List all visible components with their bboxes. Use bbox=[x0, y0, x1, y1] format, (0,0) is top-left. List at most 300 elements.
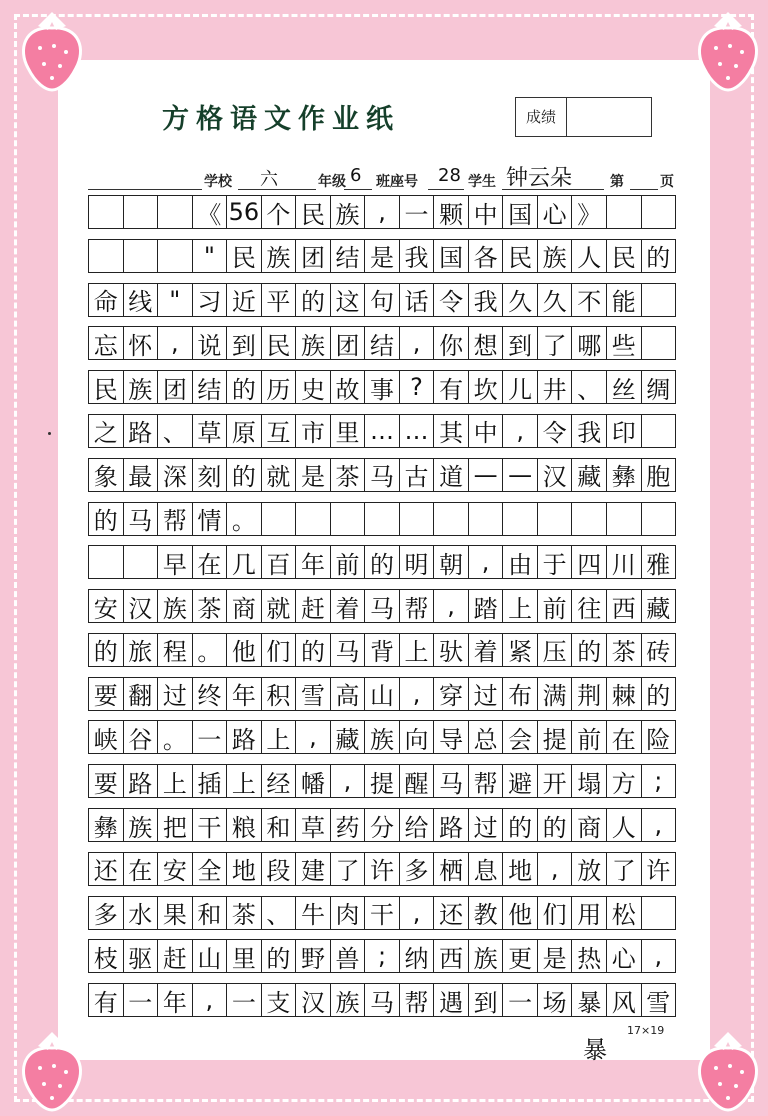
grid-cell[interactable]: 就 bbox=[262, 590, 297, 622]
grid-cell[interactable]: 族 bbox=[331, 984, 366, 1016]
class-value[interactable]: 28 bbox=[438, 165, 461, 186]
grid-cell[interactable]: 族 bbox=[124, 371, 159, 403]
grid-cell[interactable]: 高 bbox=[331, 678, 366, 710]
grid-cell[interactable]: 的 bbox=[572, 634, 607, 666]
grid-cell[interactable]: 上 bbox=[503, 590, 538, 622]
grid-cell[interactable]: 帮 bbox=[469, 765, 504, 797]
grid-cell[interactable]: 的 bbox=[503, 809, 538, 841]
grid-cell[interactable] bbox=[642, 503, 676, 535]
grid-cell[interactable]: 建 bbox=[296, 853, 331, 885]
grid-cell[interactable]: , bbox=[400, 897, 435, 929]
grid-cell[interactable]: 帮 bbox=[400, 984, 435, 1016]
grid-cell[interactable]: 民 bbox=[227, 240, 262, 272]
grid-cell[interactable]: 赶 bbox=[158, 940, 193, 972]
grid-cell[interactable]: 平 bbox=[262, 284, 297, 316]
grid-cell[interactable] bbox=[607, 196, 642, 228]
grid-cell[interactable]: 安 bbox=[89, 590, 124, 622]
grid-cell[interactable]: 》 bbox=[572, 196, 607, 228]
grid-cell[interactable]: 百 bbox=[262, 546, 297, 578]
grid-cell[interactable]: 马 bbox=[434, 765, 469, 797]
grid-cell[interactable]: 说 bbox=[193, 327, 228, 359]
grid-cell[interactable]: 塌 bbox=[572, 765, 607, 797]
grid-cell[interactable]: 导 bbox=[434, 721, 469, 753]
grid-cell[interactable]: 各 bbox=[469, 240, 504, 272]
grid-cell[interactable]: 胞 bbox=[646, 463, 671, 492]
grid-cell[interactable]: 儿 bbox=[503, 371, 538, 403]
grid-cell[interactable]: 是 bbox=[365, 240, 400, 272]
grid-cell[interactable]: 由 bbox=[503, 546, 538, 578]
grid-cell[interactable]: 马 bbox=[365, 459, 400, 491]
grid-cell[interactable]: 能 bbox=[607, 284, 642, 316]
grid-cell[interactable]: 一 bbox=[227, 984, 262, 1016]
grid-cell[interactable]: 族 bbox=[538, 240, 573, 272]
grid-cell[interactable]: 。 bbox=[158, 721, 193, 753]
grid-cell[interactable] bbox=[434, 503, 469, 535]
grid-cell[interactable]: 避 bbox=[503, 765, 538, 797]
grid-cell[interactable]: 的 bbox=[262, 940, 297, 972]
grid-cell[interactable]: 茶 bbox=[331, 459, 366, 491]
grid-cell[interactable]: 最 bbox=[124, 459, 159, 491]
grid-cell[interactable]: 上 bbox=[227, 765, 262, 797]
grid-cell[interactable]: 、 bbox=[572, 371, 607, 403]
grid-cell[interactable]: 上 bbox=[400, 634, 435, 666]
grid-cell[interactable] bbox=[642, 897, 676, 929]
grid-cell[interactable]: 久 bbox=[538, 284, 573, 316]
grid-cell[interactable]: 要 bbox=[89, 765, 124, 797]
grid-cell[interactable]: 驮 bbox=[434, 634, 469, 666]
grid-cell[interactable]: 背 bbox=[365, 634, 400, 666]
grid-cell[interactable]: 其 bbox=[434, 415, 469, 447]
grid-cell[interactable]: 事 bbox=[365, 371, 400, 403]
grid-cell[interactable]: 和 bbox=[262, 809, 297, 841]
grid-cell[interactable]: 在 bbox=[193, 546, 228, 578]
grid-cell[interactable]: 情 bbox=[193, 503, 228, 535]
grid-cell[interactable]: 。 bbox=[227, 503, 262, 535]
grid-cell[interactable]: 彝 bbox=[607, 459, 642, 491]
grid-cell[interactable]: 国 bbox=[503, 196, 538, 228]
grid-cell[interactable]: 把 bbox=[158, 809, 193, 841]
grid-cell[interactable]: 历 bbox=[262, 371, 297, 403]
grid-cell[interactable]: 水 bbox=[124, 897, 159, 929]
grid-cell[interactable]: 野 bbox=[296, 940, 331, 972]
grid-cell[interactable]: 前 bbox=[538, 590, 573, 622]
grid-cell[interactable]: 压 bbox=[538, 634, 573, 666]
grid-cell[interactable]: 路 bbox=[227, 721, 262, 753]
grid-cell[interactable] bbox=[642, 284, 676, 316]
grid-cell[interactable]: 人 bbox=[572, 240, 607, 272]
grid-cell[interactable]: 在 bbox=[124, 853, 159, 885]
grid-cell[interactable]: 提 bbox=[538, 721, 573, 753]
grid-cell[interactable]: 地 bbox=[227, 853, 262, 885]
grid-cell[interactable]: " bbox=[158, 284, 193, 316]
grid-cell[interactable] bbox=[296, 503, 331, 535]
grid-cell[interactable]: 峡 bbox=[89, 721, 124, 753]
grid-cell[interactable]: 久 bbox=[503, 284, 538, 316]
grid-cell[interactable]: 一 bbox=[400, 196, 435, 228]
grid-cell[interactable]: 藏 bbox=[331, 721, 366, 753]
grid-cell[interactable]: 棘 bbox=[607, 678, 642, 710]
grid-cell[interactable]: 段 bbox=[262, 853, 297, 885]
grid-cell[interactable]: 翻 bbox=[124, 678, 159, 710]
grid-cell[interactable]: 路 bbox=[434, 809, 469, 841]
grid-cell[interactable]: 驱 bbox=[124, 940, 159, 972]
grid-cell[interactable]: 是 bbox=[296, 459, 331, 491]
grid-cell[interactable]: 就 bbox=[262, 459, 297, 491]
grid-cell[interactable] bbox=[503, 503, 538, 535]
grid-cell[interactable]: 遇 bbox=[434, 984, 469, 1016]
grid-cell[interactable]: 着 bbox=[469, 634, 504, 666]
grid-cell[interactable]: 的 bbox=[89, 634, 124, 666]
grid-cell[interactable]: 之 bbox=[89, 415, 124, 447]
grid-cell[interactable]: 想 bbox=[469, 327, 504, 359]
student-value[interactable]: 钟云朵 bbox=[506, 166, 573, 191]
grid-cell[interactable]: 一 bbox=[503, 984, 538, 1016]
grid-cell[interactable]: 前 bbox=[331, 546, 366, 578]
grid-cell[interactable]: 草 bbox=[296, 809, 331, 841]
grid-cell[interactable]: 。 bbox=[193, 634, 228, 666]
grid-cell[interactable]: 汉 bbox=[124, 590, 159, 622]
grid-cell[interactable]: 雪 bbox=[296, 678, 331, 710]
grid-cell[interactable]: 过 bbox=[469, 809, 504, 841]
grid-cell[interactable]: 肉 bbox=[331, 897, 366, 929]
grid-cell[interactable]: 帮 bbox=[158, 503, 193, 535]
grid-cell[interactable]: 坎 bbox=[469, 371, 504, 403]
grid-cell[interactable]: 马 bbox=[331, 634, 366, 666]
grid-cell[interactable]: 丝 bbox=[607, 371, 642, 403]
grid-cell[interactable]: 族 bbox=[296, 327, 331, 359]
grid-cell[interactable] bbox=[642, 196, 676, 228]
grid-cell[interactable]: 市 bbox=[296, 415, 331, 447]
grid-cell[interactable]: 的 bbox=[296, 634, 331, 666]
grid-cell[interactable]: 路 bbox=[124, 765, 159, 797]
grid-cell[interactable]: 汉 bbox=[296, 984, 331, 1016]
grid-cell[interactable]: 要 bbox=[89, 678, 124, 710]
grid-cell[interactable]: 人 bbox=[607, 809, 642, 841]
grid-cell[interactable]: 史 bbox=[296, 371, 331, 403]
grid-cell[interactable]: 热 bbox=[572, 940, 607, 972]
grid-cell[interactable]: 往 bbox=[572, 590, 607, 622]
grid-cell[interactable]: 56 bbox=[227, 196, 262, 228]
grid-cell[interactable]: 明 bbox=[400, 546, 435, 578]
grid-cell[interactable] bbox=[331, 503, 366, 535]
grid-cell[interactable]: 习 bbox=[193, 284, 228, 316]
grid-cell[interactable]: 到 bbox=[503, 327, 538, 359]
grid-cell[interactable]: 茶 bbox=[193, 590, 228, 622]
grid-cell[interactable]: 颗 bbox=[434, 196, 469, 228]
grid-cell[interactable]: 牛 bbox=[296, 897, 331, 929]
grid-cell[interactable]: 、 bbox=[158, 415, 193, 447]
grid-cell[interactable] bbox=[642, 327, 676, 359]
grid-cell[interactable]: 话 bbox=[400, 284, 435, 316]
grid-cell[interactable]: 多 bbox=[400, 853, 435, 885]
grid-cell[interactable]: 马 bbox=[124, 503, 159, 535]
grid-cell[interactable]: 给 bbox=[400, 809, 435, 841]
grid-cell[interactable]: " bbox=[193, 240, 228, 272]
grid-cell[interactable]: 前 bbox=[572, 721, 607, 753]
grid-cell[interactable]: , bbox=[400, 327, 435, 359]
grid-cell[interactable]: 雅 bbox=[646, 550, 671, 579]
grid-cell[interactable]: 早 bbox=[158, 546, 193, 578]
grid-cell[interactable]: 赶 bbox=[296, 590, 331, 622]
grid-cell[interactable]: 满 bbox=[538, 678, 573, 710]
grid-cell[interactable]: 结 bbox=[331, 240, 366, 272]
grid-cell[interactable] bbox=[89, 546, 124, 578]
grid-cell[interactable]: 踏 bbox=[469, 590, 504, 622]
grid-cell[interactable]: 过 bbox=[158, 678, 193, 710]
grid-cell[interactable]: 们 bbox=[262, 634, 297, 666]
grid-cell[interactable]: 了 bbox=[607, 853, 642, 885]
grid-cell[interactable]: 布 bbox=[503, 678, 538, 710]
grid-cell[interactable]: 许 bbox=[646, 857, 671, 886]
grid-cell[interactable]: 族 bbox=[262, 240, 297, 272]
grid-cell[interactable]: 的 bbox=[538, 809, 573, 841]
grid-cell[interactable]: 松 bbox=[607, 897, 642, 929]
grid-cell[interactable]: 民 bbox=[296, 196, 331, 228]
grid-cell[interactable]: , bbox=[158, 327, 193, 359]
grid-cell[interactable] bbox=[572, 503, 607, 535]
grid-cell[interactable]: 四 bbox=[572, 546, 607, 578]
grid-cell[interactable]: 近 bbox=[227, 284, 262, 316]
grid-cell[interactable]: … bbox=[365, 415, 400, 447]
grid-cell[interactable]: 商 bbox=[227, 590, 262, 622]
grid-cell[interactable]: 还 bbox=[89, 853, 124, 885]
grid-cell[interactable]: 绸 bbox=[646, 375, 671, 404]
grid-cell[interactable]: 川 bbox=[607, 546, 642, 578]
grid-cell[interactable]: 干 bbox=[193, 809, 228, 841]
grid-cell[interactable]: , bbox=[654, 811, 663, 840]
grid-cell[interactable]: 年 bbox=[296, 546, 331, 578]
grid-cell[interactable] bbox=[400, 503, 435, 535]
grid-cell[interactable]: , bbox=[503, 415, 538, 447]
grid-cell[interactable]: , bbox=[296, 721, 331, 753]
grid-cell[interactable]: 用 bbox=[572, 897, 607, 929]
grid-cell[interactable]: 茶 bbox=[607, 634, 642, 666]
grid-cell[interactable]: 心 bbox=[538, 196, 573, 228]
grid-cell[interactable]: 一 bbox=[193, 721, 228, 753]
grid-cell[interactable]: 藏 bbox=[646, 594, 671, 623]
grid-cell[interactable] bbox=[607, 503, 642, 535]
grid-cell[interactable]: 果 bbox=[158, 897, 193, 929]
grid-cell[interactable]: 上 bbox=[262, 721, 297, 753]
grid-cell[interactable]: — bbox=[469, 459, 504, 491]
grid-cell[interactable]: 终 bbox=[193, 678, 228, 710]
grid-cell[interactable]: 句 bbox=[365, 284, 400, 316]
grid-cell[interactable]: 安 bbox=[158, 853, 193, 885]
grid-cell[interactable]: 团 bbox=[158, 371, 193, 403]
grid-cell[interactable]: , bbox=[365, 196, 400, 228]
grid-cell[interactable]: 山 bbox=[193, 940, 228, 972]
grid-cell[interactable]: 年 bbox=[158, 984, 193, 1016]
grid-cell[interactable]: 谷 bbox=[124, 721, 159, 753]
grid-cell[interactable]: 我 bbox=[469, 284, 504, 316]
grid-cell[interactable]: 到 bbox=[469, 984, 504, 1016]
grid-cell[interactable]: 商 bbox=[572, 809, 607, 841]
grid-cell[interactable]: 山 bbox=[365, 678, 400, 710]
grid-cell[interactable]: 多 bbox=[89, 897, 124, 929]
grid-cell[interactable]: 的 bbox=[89, 503, 124, 535]
grid-cell[interactable]: 族 bbox=[365, 721, 400, 753]
grid-cell[interactable]: 团 bbox=[331, 327, 366, 359]
grid-cell[interactable]: 醒 bbox=[400, 765, 435, 797]
grid-cell[interactable]: 的 bbox=[296, 284, 331, 316]
grid-cell[interactable] bbox=[469, 503, 504, 535]
grid-cell[interactable]: 西 bbox=[434, 940, 469, 972]
grid-cell[interactable]: 中 bbox=[469, 415, 504, 447]
grid-cell[interactable]: 汉 bbox=[538, 459, 573, 491]
grid-cell[interactable]: 团 bbox=[296, 240, 331, 272]
grid-cell[interactable]: 风 bbox=[607, 984, 642, 1016]
grid-cell[interactable]: 雪 bbox=[646, 988, 671, 1017]
grid-cell[interactable]: 国 bbox=[434, 240, 469, 272]
grid-cell[interactable]: 几 bbox=[227, 546, 262, 578]
grid-cell[interactable]: 过 bbox=[469, 678, 504, 710]
grid-cell[interactable]: 中 bbox=[469, 196, 504, 228]
grid-cell[interactable]: 经 bbox=[262, 765, 297, 797]
grid-cell[interactable]: — bbox=[503, 459, 538, 491]
grid-cell[interactable]: 道 bbox=[434, 459, 469, 491]
grid-cell[interactable]: 、 bbox=[262, 897, 297, 929]
grid-cell[interactable]: 息 bbox=[469, 853, 504, 885]
grid-cell[interactable]: 砖 bbox=[646, 638, 671, 667]
grid-cell[interactable]: 古 bbox=[400, 459, 435, 491]
grid-cell[interactable]: 放 bbox=[572, 853, 607, 885]
grid-cell[interactable]: 插 bbox=[193, 765, 228, 797]
grid-cell[interactable] bbox=[262, 503, 297, 535]
grid-cell[interactable]: 命 bbox=[89, 284, 124, 316]
grid-cell[interactable] bbox=[158, 196, 193, 228]
grid-cell[interactable]: 朝 bbox=[434, 546, 469, 578]
grid-cell[interactable]: 马 bbox=[365, 590, 400, 622]
grid-cell[interactable]: 民 bbox=[89, 371, 124, 403]
grid-cell[interactable]: 民 bbox=[503, 240, 538, 272]
grid-cell[interactable]: 一 bbox=[124, 984, 159, 1016]
grid-cell[interactable]: 有 bbox=[89, 984, 124, 1016]
grid-cell[interactable]: 暴 bbox=[572, 984, 607, 1016]
grid-cell[interactable]: 民 bbox=[607, 240, 642, 272]
grid-cell[interactable]: 结 bbox=[365, 327, 400, 359]
grid-cell[interactable]: 族 bbox=[158, 590, 193, 622]
grid-cell[interactable]: 方 bbox=[607, 765, 642, 797]
grid-cell[interactable]: 令 bbox=[538, 415, 573, 447]
grid-cell[interactable]: 的 bbox=[646, 682, 671, 711]
grid-cell[interactable]: 马 bbox=[365, 984, 400, 1016]
grid-cell[interactable]: 是 bbox=[538, 940, 573, 972]
grid-cell[interactable] bbox=[89, 240, 124, 272]
grid-cell[interactable]: 些 bbox=[607, 327, 642, 359]
grid-cell[interactable]: 忘 bbox=[89, 327, 124, 359]
grid-cell[interactable]: 里 bbox=[227, 940, 262, 972]
grid-cell[interactable]: 于 bbox=[538, 546, 573, 578]
grid-cell[interactable]: 穿 bbox=[434, 678, 469, 710]
grid-cell[interactable]: 了 bbox=[538, 327, 573, 359]
grid-cell[interactable]: 他 bbox=[227, 634, 262, 666]
grid-cell[interactable]: 族 bbox=[469, 940, 504, 972]
grid-cell[interactable]: 民 bbox=[262, 327, 297, 359]
grid-cell[interactable]: 年 bbox=[227, 678, 262, 710]
grid-cell[interactable]: 兽 bbox=[331, 940, 366, 972]
grid-cell[interactable]: 彝 bbox=[89, 809, 124, 841]
grid-cell[interactable]: 支 bbox=[262, 984, 297, 1016]
grid-cell[interactable]: 你 bbox=[434, 327, 469, 359]
grid-cell[interactable]: 印 bbox=[607, 415, 642, 447]
grid-cell[interactable]: 族 bbox=[124, 809, 159, 841]
grid-cell[interactable]: 原 bbox=[227, 415, 262, 447]
grid-cell[interactable]: 着 bbox=[331, 590, 366, 622]
grid-cell[interactable]: , bbox=[469, 546, 504, 578]
grid-cell[interactable]: 帮 bbox=[400, 590, 435, 622]
grid-cell[interactable]: 荆 bbox=[572, 678, 607, 710]
grid-cell[interactable]: 藏 bbox=[572, 459, 607, 491]
grid-cell[interactable]: 草 bbox=[193, 415, 228, 447]
grid-cell[interactable]: 刻 bbox=[193, 459, 228, 491]
grid-cell[interactable]: 令 bbox=[434, 284, 469, 316]
grid-cell[interactable]: 开 bbox=[538, 765, 573, 797]
grid-cell[interactable]: 纳 bbox=[400, 940, 435, 972]
grid-cell[interactable]: 我 bbox=[400, 240, 435, 272]
grid-cell[interactable]: 象 bbox=[89, 459, 124, 491]
grid-cell[interactable]: 线 bbox=[124, 284, 159, 316]
grid-cell[interactable]: 到 bbox=[227, 327, 262, 359]
grid-cell[interactable]: 还 bbox=[434, 897, 469, 929]
grid-cell[interactable]: ; bbox=[654, 767, 663, 796]
grid-cell[interactable]: 怀 bbox=[124, 327, 159, 359]
grid-cell[interactable] bbox=[89, 196, 124, 228]
grid-cell[interactable]: 里 bbox=[331, 415, 366, 447]
grade-value[interactable]: 6 bbox=[350, 165, 362, 186]
grid-cell[interactable]: 我 bbox=[572, 415, 607, 447]
grid-cell[interactable]: 结 bbox=[193, 371, 228, 403]
grid-cell[interactable]: 这 bbox=[331, 284, 366, 316]
grid-cell[interactable]: 井 bbox=[538, 371, 573, 403]
grid-cell[interactable]: 互 bbox=[262, 415, 297, 447]
grid-cell[interactable]: 分 bbox=[365, 809, 400, 841]
grid-cell[interactable]: 西 bbox=[607, 590, 642, 622]
school-value[interactable]: 六 bbox=[260, 169, 278, 190]
grid-cell[interactable]: 和 bbox=[193, 897, 228, 929]
grid-cell[interactable] bbox=[124, 240, 159, 272]
grid-cell[interactable]: 不 bbox=[572, 284, 607, 316]
grid-cell[interactable]: 地 bbox=[503, 853, 538, 885]
grid-cell[interactable] bbox=[124, 196, 159, 228]
grid-cell[interactable]: 心 bbox=[607, 940, 642, 972]
grid-cell[interactable]: 的 bbox=[646, 244, 671, 273]
grid-cell[interactable]: 的 bbox=[365, 546, 400, 578]
grid-cell[interactable]: 更 bbox=[503, 940, 538, 972]
grid-cell[interactable]: 他 bbox=[503, 897, 538, 929]
score-box[interactable] bbox=[515, 97, 652, 137]
grid-cell[interactable]: 提 bbox=[365, 765, 400, 797]
grid-cell[interactable] bbox=[158, 240, 193, 272]
grid-cell[interactable]: 许 bbox=[365, 853, 400, 885]
grid-cell[interactable]: 族 bbox=[331, 196, 366, 228]
grid-cell[interactable]: … bbox=[400, 415, 435, 447]
grid-cell[interactable]: 向 bbox=[400, 721, 435, 753]
grid-cell[interactable]: 全 bbox=[193, 853, 228, 885]
grid-cell[interactable]: 深 bbox=[158, 459, 193, 491]
grid-cell[interactable]: 险 bbox=[646, 725, 671, 754]
grid-cell[interactable]: 枝 bbox=[89, 940, 124, 972]
grid-cell[interactable]: 的 bbox=[227, 459, 262, 491]
grid-cell[interactable]: , bbox=[400, 678, 435, 710]
grid-cell[interactable]: 积 bbox=[262, 678, 297, 710]
grid-cell[interactable]: 幡 bbox=[296, 765, 331, 797]
grid-cell[interactable]: 场 bbox=[538, 984, 573, 1016]
grid-cell[interactable]: 会 bbox=[503, 721, 538, 753]
grid-cell[interactable] bbox=[538, 503, 573, 535]
grid-cell[interactable]: 教 bbox=[469, 897, 504, 929]
grid-cell[interactable]: 栖 bbox=[434, 853, 469, 885]
grid-cell[interactable]: , bbox=[538, 853, 573, 885]
